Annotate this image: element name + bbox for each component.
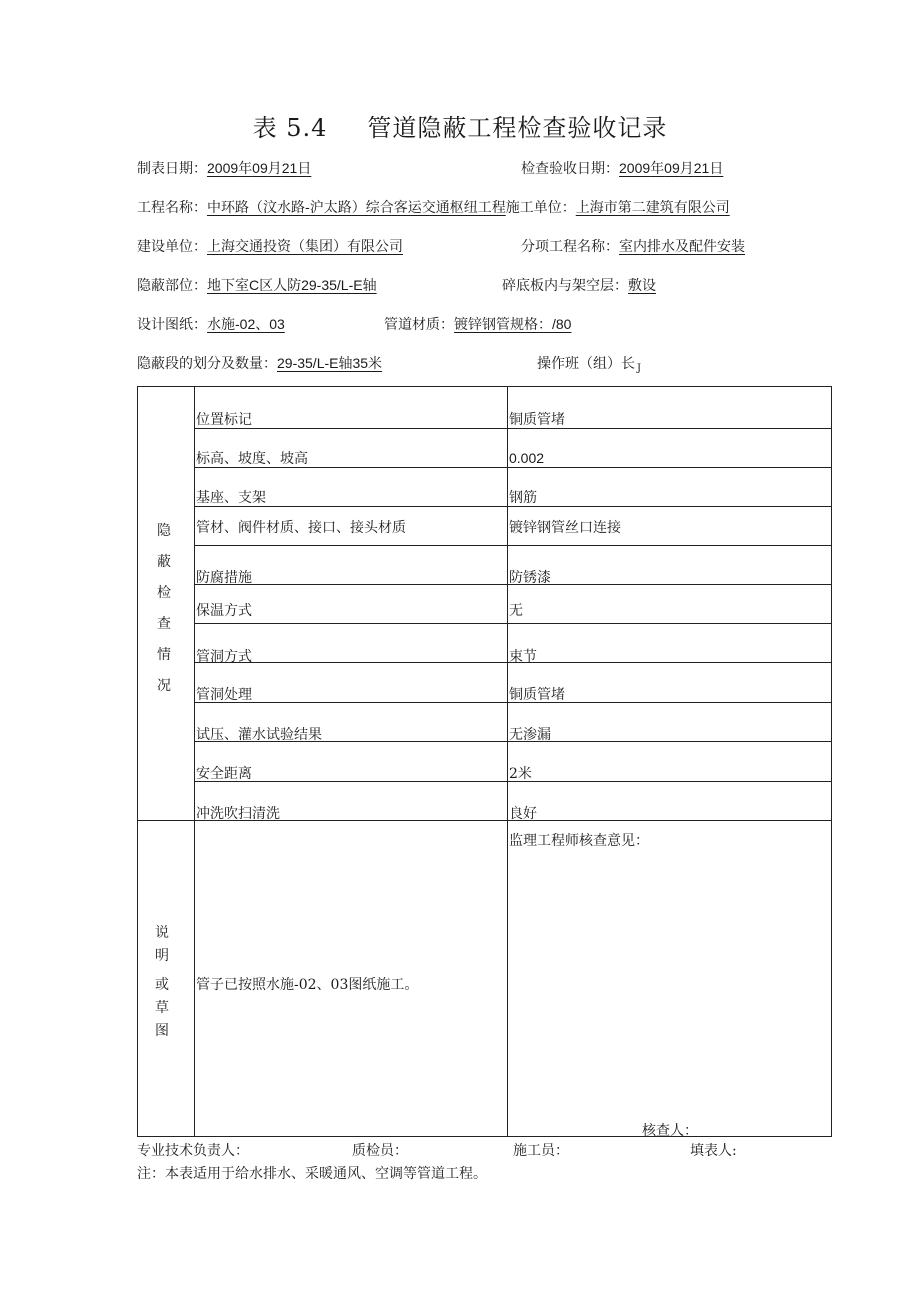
col-divider-right xyxy=(507,387,508,1137)
row-item: 位置标记 xyxy=(196,412,252,428)
row-item: 保温方式 xyxy=(196,603,252,619)
owner-unit xyxy=(137,236,403,256)
material-value: 镀锌钢管 xyxy=(454,317,510,333)
make-date-month: 09 xyxy=(252,160,268,176)
section-char: 蔽 xyxy=(157,554,171,570)
foreman-label: 操作班（组）长 xyxy=(537,356,635,372)
subproject-value: 室内排水及配件安装 xyxy=(619,239,745,255)
notes-text: 管子已按照水施-02、03图纸施工。 xyxy=(196,977,419,993)
check-date xyxy=(521,158,723,178)
table-name: 管道隐蔽工程检查验收记录 xyxy=(367,114,668,142)
quality-inspector: 质检员： xyxy=(352,1143,408,1159)
row-value: 防锈漆 xyxy=(509,570,551,586)
drawing-label: 设计图纸： xyxy=(137,317,207,333)
owner-value: 上海交通投资（集团）有限公司 xyxy=(207,239,403,255)
foreman xyxy=(537,353,641,374)
layer-value: 敷设 xyxy=(628,278,656,294)
subproject-label: 分项工程名称： xyxy=(521,239,619,255)
spec-value: /80 xyxy=(552,316,572,332)
concealed-location xyxy=(137,275,377,295)
project-value: 中环路（汶水路-沪太路）综合客运交通枢纽工程 xyxy=(207,200,506,216)
tech-lead: 专业技术负责人： xyxy=(137,1143,249,1159)
check-date-day: 21 xyxy=(693,160,710,176)
row-divider xyxy=(194,623,831,624)
make-date-day: 21 xyxy=(281,160,298,176)
row-value: 无 xyxy=(509,603,523,619)
layer xyxy=(502,275,656,295)
project-label: 工程名称： xyxy=(137,200,207,216)
contractor-value: 上海市第二建筑有限公司 xyxy=(575,200,730,216)
inspection-table xyxy=(137,386,832,1137)
spec-label: 规格： xyxy=(510,317,552,333)
notes-char: 草 xyxy=(155,1000,169,1016)
check-date-year-unit: 年 xyxy=(650,161,665,177)
notes-section-label xyxy=(152,922,172,1043)
row-item: 管洞处理 xyxy=(196,687,252,703)
notes-char: 或 xyxy=(155,977,169,993)
section-char: 情 xyxy=(157,647,171,663)
row-divider xyxy=(194,545,831,546)
section-char: 隐 xyxy=(157,523,171,539)
row-value: 2米 xyxy=(509,766,532,782)
row-value: 良好 xyxy=(509,806,537,822)
row-item: 管材、阀件材质、接口、接头材质 xyxy=(196,520,406,536)
owner-label: 建设单位： xyxy=(137,239,207,255)
contractor-label: 施工单位： xyxy=(505,200,576,216)
pipe-material xyxy=(384,314,571,334)
section-char: 况 xyxy=(157,678,171,694)
section-char: 查 xyxy=(157,616,171,632)
row-item: 标高、坡度、坡高 xyxy=(196,451,308,467)
page-title xyxy=(0,108,920,143)
row-value: 铜质管堵 xyxy=(509,687,565,703)
layer-label: 碎底板内与架空层： xyxy=(502,278,628,294)
notes-char: 图 xyxy=(155,1023,169,1039)
row-value: 0.002 xyxy=(509,450,545,466)
row-value: 无渗漏 xyxy=(509,727,551,743)
make-date-label: 制表日期： xyxy=(137,161,207,177)
col-divider-left xyxy=(194,387,195,1137)
make-date xyxy=(137,158,311,178)
row-item: 基座、支架 xyxy=(196,490,266,506)
row-item: 试压、灌水试验结果 xyxy=(196,727,322,743)
location-value: 地下室C区人防29-35/L-E轴 xyxy=(207,277,377,293)
segment-label: 隐蔽段的划分及数量： xyxy=(137,356,277,372)
checker-label: 核查人： xyxy=(642,1123,698,1139)
supervisor-opinion-label: 监理工程师核查意见： xyxy=(509,833,649,849)
location-label: 隐蔽部位： xyxy=(137,278,207,294)
make-date-year-unit: 年 xyxy=(238,161,253,177)
row-item: 安全距离 xyxy=(196,766,252,782)
inspection-section-label xyxy=(154,516,174,702)
table-number: 表 5.4 xyxy=(252,114,328,142)
row-item: 管洞方式 xyxy=(196,649,252,665)
make-date-month-unit: 月 xyxy=(267,161,282,177)
project-name xyxy=(137,197,730,217)
footer-note: 注：本表适用于给水排水、采暖通风、空调等管道工程。 xyxy=(137,1166,487,1182)
notes-char: 明 xyxy=(155,948,169,964)
segment xyxy=(137,353,382,373)
row-value: 铜质管堵 xyxy=(509,412,565,428)
make-date-year: 2009 xyxy=(207,160,239,176)
subproject xyxy=(521,236,745,256)
segment-value: 29-35/L-E轴35米 xyxy=(277,355,383,371)
foreman-mark: J xyxy=(637,363,642,374)
section-char: 检 xyxy=(157,585,171,601)
row-item: 冲洗吹扫清洗 xyxy=(196,806,280,822)
make-date-day-unit: 日 xyxy=(297,161,312,177)
form-filler: 填表人: xyxy=(690,1143,737,1159)
row-value: 镀锌钢管丝口连接 xyxy=(509,520,621,536)
design-drawing xyxy=(137,314,285,334)
material-label: 管道材质： xyxy=(384,317,454,333)
drawing-value: 水施-02、03 xyxy=(207,316,285,332)
row-item: 防腐措施 xyxy=(196,570,252,586)
row-value: 束节 xyxy=(509,649,537,665)
check-date-month: 09 xyxy=(664,160,680,176)
constructor: 施工员： xyxy=(513,1143,569,1159)
check-date-month-unit: 月 xyxy=(679,161,694,177)
check-date-label: 检查验收日期： xyxy=(521,161,619,177)
notes-char: 说 xyxy=(155,925,169,941)
check-date-day-unit: 日 xyxy=(709,161,724,177)
row-value: 钢筋 xyxy=(509,490,537,506)
check-date-year: 2009 xyxy=(619,160,651,176)
